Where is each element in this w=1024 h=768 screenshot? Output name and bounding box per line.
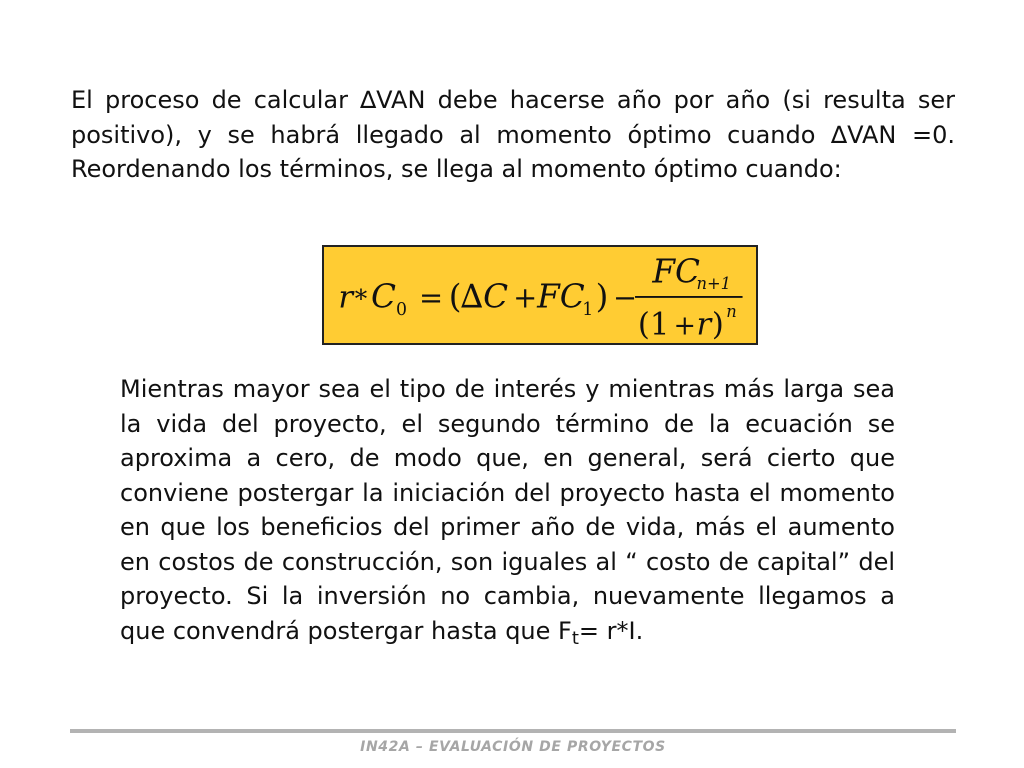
formula-multiply: * [354, 284, 368, 314]
intro-paragraph [71, 83, 955, 187]
final-formula [558, 616, 644, 649]
formula-denominator-open: (1 [637, 306, 670, 343]
formula-equation [324, 247, 756, 343]
formula-plus: + [513, 280, 538, 315]
formula-c: C [371, 277, 397, 316]
formula-denominator-plus: + [673, 310, 696, 342]
formula-sub-0: 0 [396, 300, 407, 321]
intro-line-2: positivo), y se habrá llegado al momento óptimo cuando ∆VAN =0. [71, 120, 955, 149]
final-f: F [558, 616, 572, 645]
formula-close-paren: ) [595, 277, 609, 316]
formula-exponent-n: n [726, 302, 737, 322]
formula-open-paren: ( [448, 277, 462, 316]
formula-sub-n-plus-1: n+1 [696, 274, 732, 294]
footer-divider [70, 729, 956, 733]
body-text: Mientras mayor sea el tipo de interés y mientras más larga sea la vida del proyecto, el segundo término de la ecuación se aproxima a cero, de modo que, en general, será cierto que conviene postergar la iniciación del proyecto hasta el momento en que los beneficios del primer año de vida, más el aumento en costos de construcción, son iguales al “ costo de capital” del proyecto. Si la inversión no cambia, nuevamente llegamos a que convendrá postergar hasta que [120, 375, 895, 645]
formula-denominator-close: ) [711, 306, 724, 343]
formula-minus: − [612, 280, 638, 315]
formula-r: r [338, 279, 354, 316]
formula-box [322, 245, 758, 345]
formula-denominator-r: r [696, 306, 712, 343]
formula-numerator-fc: FC [652, 252, 700, 291]
body-paragraph [120, 372, 895, 656]
formula-fc: FC [537, 277, 585, 316]
footer-label: IN42A – EVALUACIÓN DE PROYECTOS [360, 739, 666, 755]
formula-delta-c: ∆C [460, 277, 509, 316]
intro-line-1: El proceso de calcular ∆VAN debe hacerse año por año (si resulta ser [71, 86, 955, 114]
final-equation: = r*I. [578, 616, 644, 645]
final-sub-t: t [571, 627, 579, 649]
formula-sub-1: 1 [582, 300, 594, 321]
formula-equals: = [419, 280, 444, 315]
intro-line-3: Reordenando los términos, se llega al momento óptimo cuando: [71, 155, 842, 183]
